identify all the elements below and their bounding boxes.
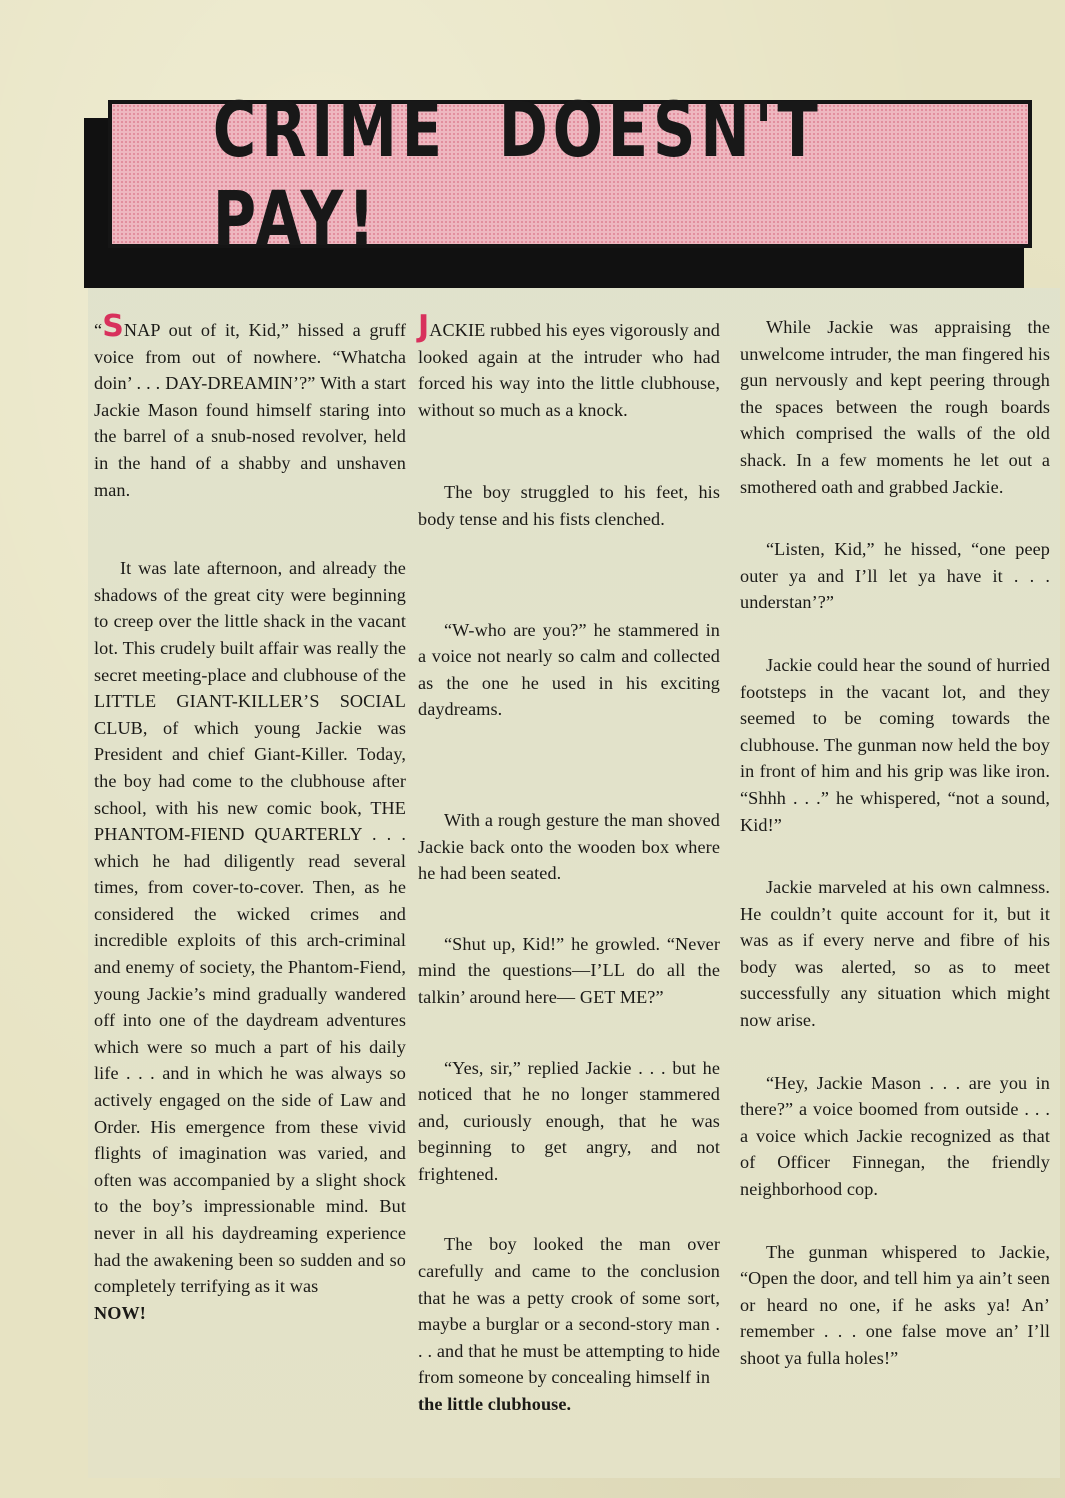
paragraph: While Jackie was appraising the unwelcome intruder, the man fingered his gun nervously and kept peering through the spaces between the rough boards which comprised the walls of the old shack. In a few moments he let out a smothered oath and grabbed Jackie. (740, 317, 1050, 497)
paragraph-end: NOW! (94, 1302, 146, 1323)
title-banner (108, 85, 1032, 263)
paragraph: Jackie could hear the sound of hurried footsteps in the vacant lot, and they seemed to be coming towards the clubhouse. The gunman now held the boy in front of him and his grip was like iron. “Shhh . . .” he whispered, “not a sound, Kid!” (740, 654, 1050, 835)
page-title: CRIME DOESN'T PAY! (212, 85, 823, 263)
open-quote: “ (94, 320, 103, 340)
paragraph: The boy struggled to his feet, his body tense and his fists clenched. (418, 482, 720, 529)
paragraph: “Hey, Jackie Mason . . . are you in there?” a voice boomed from outside . . . a voice which Jackie recognized as that of Officer Finnegan, the friendly neighborhood cop. (740, 1072, 1050, 1200)
paragraph: “W-who are you?” he stammered in a voice not nearly so calm and collected as the one he used in his exciting daydreams. (418, 619, 720, 720)
paragraph-end: the little clubhouse. (418, 1394, 572, 1415)
paragraph: “Shut up, Kid!” he growled. “Never mind the questions—I’LL do all the talkin’ around here— GET ME?” (418, 933, 720, 1007)
paragraph: The gunman whispered to Jackie, “Open the door, and tell him ya ain’t seen or heard no one, if he asks ya! An’ remember . . . one false move an’ I’ll shoot ya fulla holes!” (740, 1241, 1050, 1368)
paragraph: “Listen, Kid,” he hissed, “one peep outer ya and I’ll let ya have it . . . understan’?” (740, 539, 1050, 613)
paragraph: It was late afternoon, and already the shadows of the great city were beginning to creep over the little shack in the vacant lot. This crudely built affair was really the secret meeting-place and clubhouse of the LITTLE GIANT-KILLER’S SOCIAL CLUB, of which young Jackie was President and chief Giant-Killer. Today, the boy had come to the clubhouse after school, with his new comic book, THE PHANTOM-FIEND QUARTERLY . . . which he had diligently read several times, from cover-to-cover. Then, as he considered the wicked crimes and incredible exploits of this arch-criminal and enemy of society, the Phantom-Fiend, young Jackie’s mind gradually wandered off into one of the daydream adventures which were so much a part of his daily life . . . and in which he was always so actively engaged on the side of Law and Order. His emergence from these vivid flights of imagination was varied, and often was accompanied by a slight shock to the boy’s impressionable mind. But never in all his daydreaming experience had the awakening been so sudden and so completely terrifying as it was (94, 558, 406, 1297)
paragraph: JACKIE rubbed his eyes vigorously and looked again at the intruder who had forced his way into the little clubhouse, without so much as a knock. (418, 309, 720, 420)
paragraph: The boy looked the man over carefully and came to the conclusion that he was a petty crook of some sort, maybe a burglar or a second-story man . . . and that he must be attempting to hide from someone by concealing himself in (418, 1234, 720, 1388)
paragraph: With a rough gesture the man shoved Jackie back onto the wooden box where he had been seated. (418, 809, 720, 884)
paragraph: Jackie marveled at his own calmness. He couldn’t quite account for it, but it was as if every nerve and fibre of his body was alerted, so as to meet successfully any situation which might now arise. (740, 877, 1050, 1031)
drop-cap: S (102, 309, 124, 344)
column-1 (94, 309, 406, 1326)
column-3 (740, 314, 1050, 1372)
paragraph: “SNAP out of it, Kid,” hissed a gruff voice from out of nowhere. “Whatcha doin’ . . . DAY-DREAMIN’?” With a start Jackie Mason found himself staring into the barrel of a snub-nosed revolver, held in the hand of a shabby and unshaven man. (94, 309, 406, 500)
column-2 (418, 309, 720, 1418)
drop-cap: J (418, 309, 430, 344)
paragraph: “Yes, sir,” replied Jackie . . . but he noticed that he no longer stammered and, curiously enough, that he was beginning to get angry, and not frightened. (418, 1057, 720, 1184)
